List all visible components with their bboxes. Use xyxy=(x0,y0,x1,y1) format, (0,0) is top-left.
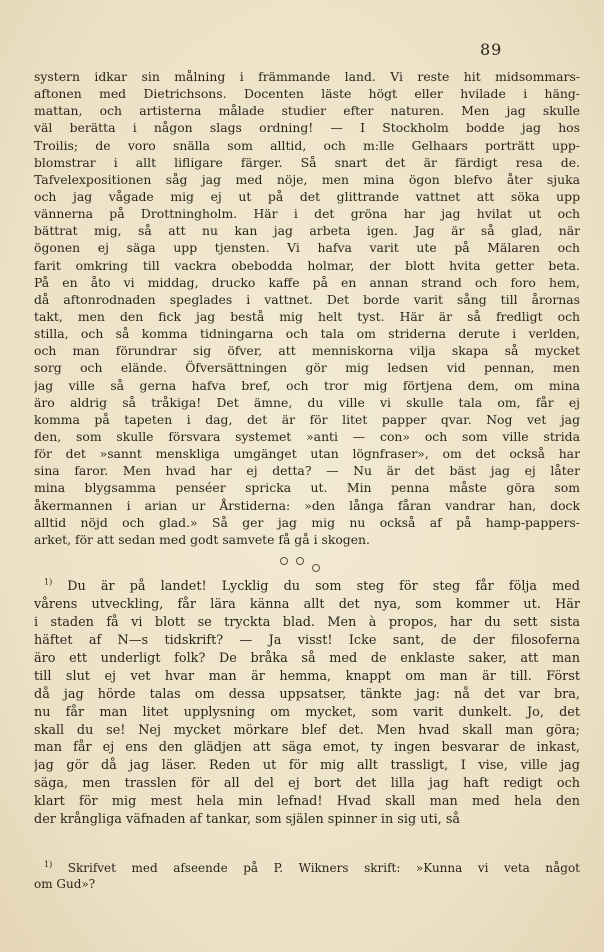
text-line: systern idkar sin målning i främmande land. Vi reste hit midsommars- xyxy=(34,69,580,84)
note-line: man får ej ens den glädjen att säga emot, ty ingen besvarar de inkast, xyxy=(34,740,580,756)
note-line: äro ett underligt folk? De bråka så med de enklaste saker, att man xyxy=(34,650,580,666)
text-line: och man förundrar sig öfver, att menniskorna vilja skapa så mycket xyxy=(34,343,580,359)
footnote-marker: 1) xyxy=(44,578,53,587)
note-line: då jag hörde talas om dessa uppsatser, tänkte jag: nå det var bra, xyxy=(34,686,580,702)
text-line: sina faror. Men hvad har ej detta? — Nu är det bäst jag ej låter xyxy=(34,463,580,479)
text-line: aftonen med Dietrichsons. Docenten läste högt eller hvilade i häng- xyxy=(34,86,580,102)
text-line: Tafvelexpositionen såg jag med nöje, men mina ögon blefvo åter sjuka xyxy=(34,171,580,187)
note-line: der krångliga väfnaden af tankar, som själen spinner in sig uti, så xyxy=(34,812,461,828)
note-line: skall du se! Nej mycket mörkare blef det. Men hvad skall man göra; xyxy=(34,722,580,738)
separator-dot-icon xyxy=(312,564,320,572)
section-separator xyxy=(280,557,340,568)
letter-paragraph xyxy=(34,68,580,548)
text-line: alltid nöjd och glad.» Så ger jag mig nu också af på hamp-pappers- xyxy=(34,514,580,530)
page-number: 89 xyxy=(480,40,503,59)
footnote xyxy=(34,860,580,892)
text-line: sorg och elände. Öfversättningen gör mig ledsen vid pennan, men xyxy=(34,360,580,376)
note-line: vårens utveckling, får lära känna allt det nya, som kommer ut. Här xyxy=(34,596,580,612)
text-line: blomstrar i allt lifligare färger. Så snart det är färdigt resa de. xyxy=(34,154,580,170)
note-line: klart för mig mest hela min lefnad! Hvad skall man med hela den xyxy=(34,794,580,810)
note-line: häftet af N—s tidskrift? — Ja visst! Icke sant, de der filosoferna xyxy=(34,632,580,648)
text-line: åkermannen i arian ur Årstiderna: »den långa fåran vandrar han, dock xyxy=(34,497,580,513)
text-line: arket, för att sedan med godt samvete få gå i skogen. xyxy=(34,531,370,547)
note-line xyxy=(34,578,580,596)
note-letter xyxy=(34,578,580,829)
text-line: för det »sannt menskliga umgänget utan lögnfraser», om det också har xyxy=(34,446,580,462)
note-line: i staden få vi blott se tryckta blad. Men à propos, har du sett sista xyxy=(34,614,580,630)
footnote-line xyxy=(34,860,580,876)
text-line: då aftonrodnaden speglades i vattnet. Det borde varit sång till årornas xyxy=(34,291,580,307)
text-line: Troilis; de voro snälla som alltid, och m:lle Gelhaars porträtt upp- xyxy=(34,137,580,153)
note-line-text: Du är på landet! Lycklig du som steg för steg får följa med xyxy=(52,579,580,594)
footnote-line-text: Skrifvet med afseende på P. Wikners skrift: »Kunna vi veta något xyxy=(52,861,580,875)
text-line: den, som skulle försvara systemet »anti — con» och som ville strida xyxy=(34,428,580,444)
text-line: och jag vågade mig ej ut på det glittrande vattnet att söka upp xyxy=(34,188,580,204)
text-line: vännerna på Drottningholm. Här i det gröna har jag hvilat ut och xyxy=(34,206,580,222)
separator-dot-icon xyxy=(296,557,304,565)
note-line: jag gör då jag läser. Reden ut för mig allt trassligt, I vise, ville jag xyxy=(34,758,580,774)
note-line: nu får man litet upplysning om mycket, som varit dunkelt. Jo, det xyxy=(34,704,580,720)
footnote-line: om Gud»? xyxy=(34,877,96,891)
text-line: mina blygsamma penséer spricka ut. Min penna måste göra som xyxy=(34,480,580,496)
note-line: till slut ej vet hvar man är hemma, knappt om man är till. Först xyxy=(34,668,580,684)
note-line: säga, men trasslen för all del ej bort det lilla jag haft redigt och xyxy=(34,776,580,792)
text-line: farit omkring till vackra obebodda holmar, der blott hvita getter beta. xyxy=(34,257,580,273)
text-line: ögonen ej säga upp tjensten. Vi hafva varit ute på Mälaren och xyxy=(34,240,580,256)
text-line: väl berätta i någon slags ordning! — I Stockholm bodde jag hos xyxy=(34,120,580,136)
footnote-marker: 1) xyxy=(44,860,53,869)
text-line: komma på tapeten i dag, det är för litet papper qvar. Nog vet jag xyxy=(34,411,580,427)
separator-dot-icon xyxy=(280,557,288,565)
text-line: takt, men den fick jag bestå mig helt tyst. Här är så fredligt och xyxy=(34,308,580,324)
text-line: jag ville så gerna hafva bref, och tror mig förtjena dem, om mina xyxy=(34,377,580,393)
text-line: bättrat mig, så att nu kan jag arbeta igen. Jag är så glad, när xyxy=(34,223,580,239)
text-line: äro aldrig så tråkiga! Det ämne, du ville vi skulle tala om, får ej xyxy=(34,394,580,410)
text-line: mattan, och artisterna målade studier efter naturen. Men jag skulle xyxy=(34,103,580,119)
text-line: stilla, och så komma tidningarna och tala om striderna derute i verlden, xyxy=(34,326,580,342)
text-line: På en åto vi middag, drucko kaffe på en annan strand och foro hem, xyxy=(34,274,580,290)
